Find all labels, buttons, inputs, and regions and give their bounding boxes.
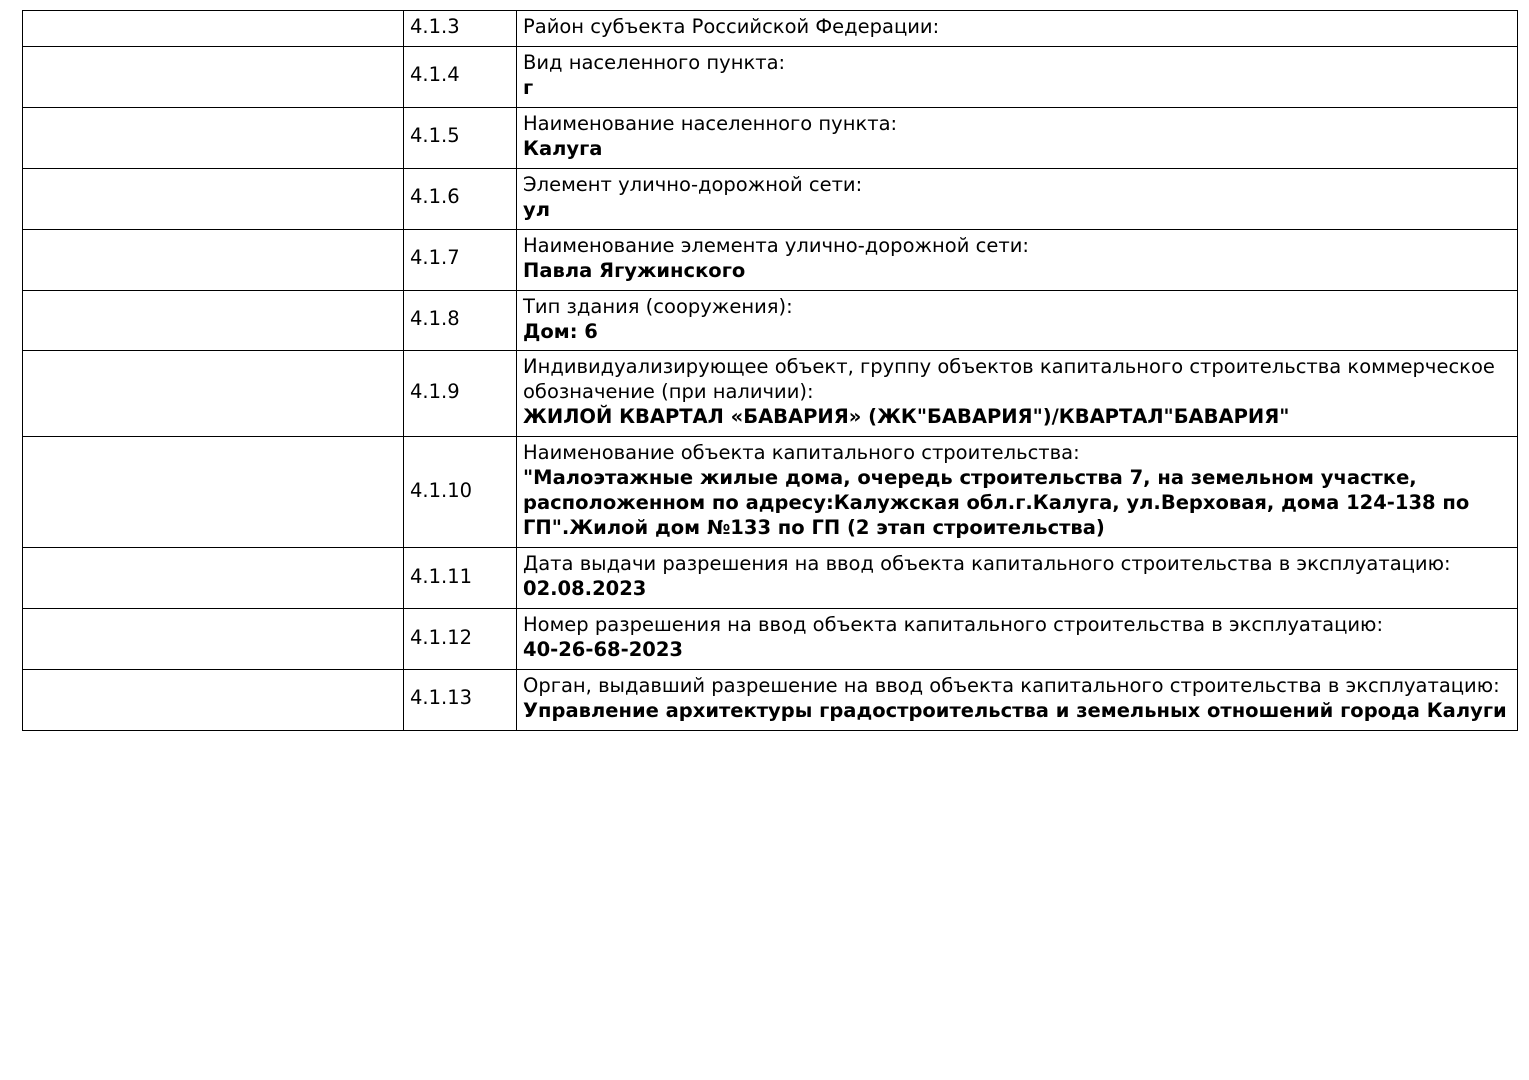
row-spacer-cell [23,548,404,609]
table-row [23,11,1518,47]
table-row [23,290,1518,351]
row-number-cell: 4.1.12 [404,609,517,670]
row-value: Управление архитектуры градостроительства и земельных отношений города Калуги [523,698,1507,722]
row-spacer-cell [23,351,404,437]
row-label: Дата выдачи разрешения на ввод объекта капитального строительства в эксплуатацию: [523,552,1451,576]
row-number-cell: 4.1.10 [404,437,517,548]
table-row [23,46,1518,107]
row-label: Вид населенного пункта: [523,50,786,74]
row-label: Наименование элемента улично-дорожной сети: [523,233,1029,257]
row-content-cell [517,107,1518,168]
row-content-cell [517,11,1518,47]
row-spacer-cell [23,609,404,670]
table-row [23,107,1518,168]
row-content-cell [517,168,1518,229]
row-spacer-cell [23,437,404,548]
row-number-cell: 4.1.7 [404,229,517,290]
row-number-cell: 4.1.11 [404,548,517,609]
row-content-cell [517,229,1518,290]
row-spacer-cell [23,669,404,730]
row-value: г [523,75,534,99]
table-body [23,11,1518,731]
row-value: 40-26-68-2023 [523,638,683,662]
row-spacer-cell [23,46,404,107]
row-value: "Малоэтажные жилые дома, очередь строительства 7, на земельном участке, расположенном по адресу:Калужская обл.г.Калуга, ул.Верховая, дома 124-138 по ГП".Жилой дом №133 по ГП (2 этап строительства) [523,466,1470,540]
row-content-cell [517,290,1518,351]
row-label: Орган, выдавший разрешение на ввод объекта капитального строительства в эксплуатацию: [523,673,1500,697]
row-content-cell [517,46,1518,107]
row-content-cell [517,437,1518,548]
row-value: 02.08.2023 [523,577,647,601]
row-number-cell: 4.1.3 [404,11,517,47]
row-label: Наименование объекта капитального строительства: [523,441,1080,465]
table-row [23,351,1518,437]
table-row [23,669,1518,730]
row-label: Индивидуализирующее объект, группу объектов капитального строительства коммерческое обозначение (при наличии): [523,355,1495,404]
row-number-cell: 4.1.4 [404,46,517,107]
row-value: Павла Ягужинского [523,258,746,282]
table-row [23,229,1518,290]
table-row [23,548,1518,609]
row-label: Номер разрешения на ввод объекта капитального строительства в эксплуатацию: [523,613,1384,637]
row-number-cell: 4.1.13 [404,669,517,730]
row-content-cell [517,351,1518,437]
table-row [23,168,1518,229]
row-label: Тип здания (сооружения): [523,294,793,318]
row-spacer-cell [23,290,404,351]
table-row [23,609,1518,670]
row-value: Калуга [523,136,603,160]
row-value: ЖИЛОЙ КВАРТАЛ «БАВАРИЯ» (ЖК"БАВАРИЯ")/КВАРТАЛ"БАВАРИЯ" [523,405,1290,429]
row-number-cell: 4.1.9 [404,351,517,437]
row-value: ул [523,197,550,221]
object-details-table [22,10,1518,731]
table-row [23,437,1518,548]
row-number-cell: 4.1.6 [404,168,517,229]
row-number-cell: 4.1.8 [404,290,517,351]
row-content-cell [517,548,1518,609]
row-spacer-cell [23,168,404,229]
row-content-cell [517,669,1518,730]
row-value: Дом: 6 [523,319,598,343]
row-content-cell [517,609,1518,670]
row-label: Район субъекта Российской Федерации: [523,15,940,38]
row-label: Наименование населенного пункта: [523,111,898,135]
row-spacer-cell [23,11,404,47]
row-label: Элемент улично-дорожной сети: [523,172,863,196]
row-spacer-cell [23,107,404,168]
row-number-cell: 4.1.5 [404,107,517,168]
row-spacer-cell [23,229,404,290]
